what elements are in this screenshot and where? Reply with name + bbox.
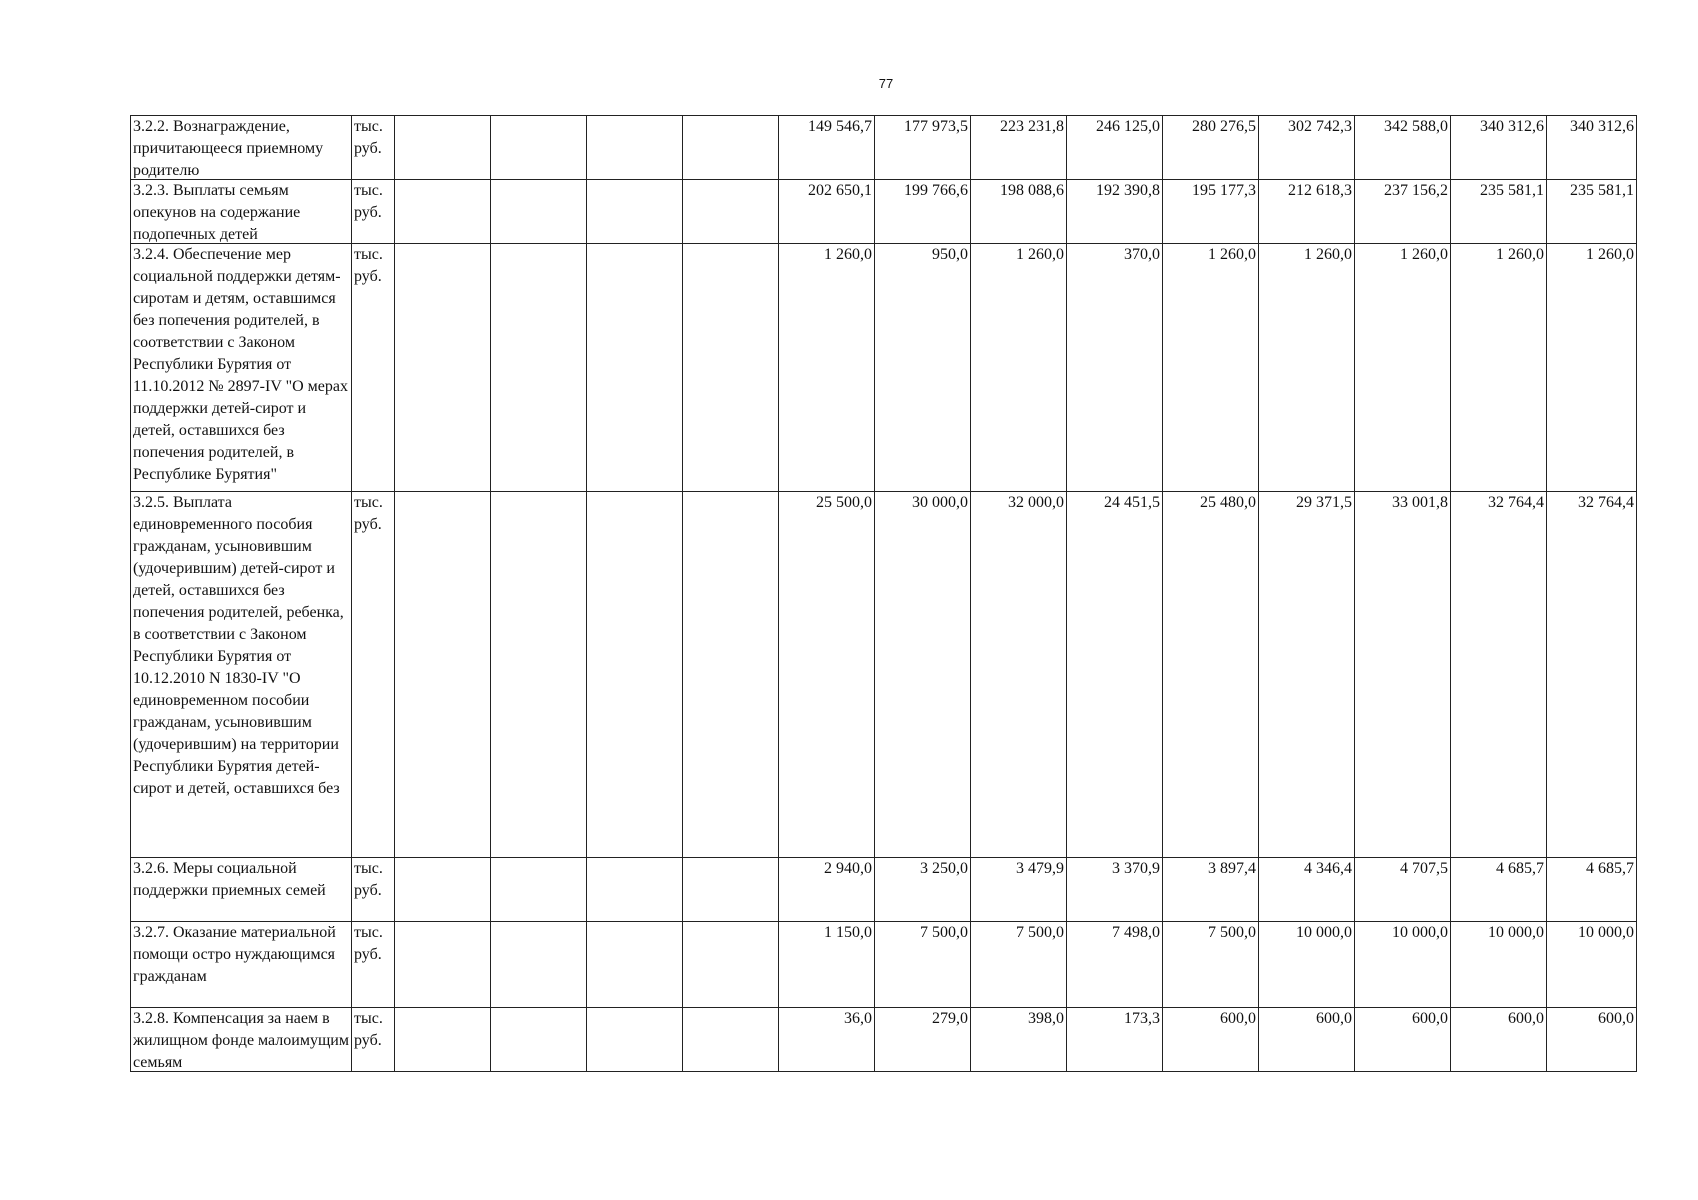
empty-cell [683, 244, 779, 492]
row-name-cell [131, 492, 352, 858]
value-cell: 4 685,7 [1451, 858, 1547, 922]
empty-cell [395, 116, 491, 180]
value-cell: 342 588,0 [1355, 116, 1451, 180]
value-cell: 36,0 [779, 1008, 875, 1072]
value-cell: 25 480,0 [1163, 492, 1259, 858]
row-name: 3.2.2. Вознаграждение, причитающееся приемному родителю [133, 118, 324, 178]
row-unit: тыс. руб. [352, 116, 395, 180]
table-row [131, 116, 1637, 180]
value-cell: 4 707,5 [1355, 858, 1451, 922]
value-cell: 25 500,0 [779, 492, 875, 858]
row-name: 3.2.5. Выплата единовременного пособия гражданам, усыновившим (удочерившим) детей-сирот и детей, оставшихся без попечения родителей, ребенка, в соответствии с Законом Республики Бурятия от 10.12.2010 N 1830-IV "О единовременном пособии гражданам, усыновившим (удочерившим) на территории Республики Бурятия детей-сирот и детей, оставшихся без [133, 494, 344, 797]
empty-cell [395, 244, 491, 492]
row-name: 3.2.4. Обеспечение мер социальной поддержки детям-сиротам и детям, оставшимся без попечения родителей, в соответствии с Законом Республики Бурятия от 11.10.2012 № 2897-IV "О мерах поддержки детей-сирот и детей, оставшихся без попечения родителей, в Республике Бурятия" [133, 246, 349, 483]
value-cell: 32 764,4 [1547, 492, 1637, 858]
row-name: 3.2.6. Меры социальной поддержки приемных семей [133, 860, 326, 899]
empty-cell [587, 858, 683, 922]
empty-cell [683, 922, 779, 1008]
value-cell: 10 000,0 [1451, 922, 1547, 1008]
value-cell: 600,0 [1547, 1008, 1637, 1072]
row-name-cell [131, 1008, 352, 1072]
row-name-cell [131, 922, 352, 1008]
empty-cell [395, 1008, 491, 1072]
empty-cell [491, 180, 587, 244]
empty-cell [587, 1008, 683, 1072]
value-cell: 202 650,1 [779, 180, 875, 244]
value-cell: 192 390,8 [1067, 180, 1163, 244]
empty-cell [683, 1008, 779, 1072]
empty-cell [587, 244, 683, 492]
value-cell: 1 260,0 [1163, 244, 1259, 492]
value-cell: 10 000,0 [1355, 922, 1451, 1008]
value-cell: 600,0 [1259, 1008, 1355, 1072]
value-cell: 1 260,0 [971, 244, 1067, 492]
value-cell: 32 000,0 [971, 492, 1067, 858]
value-cell: 340 312,6 [1451, 116, 1547, 180]
value-cell: 4 346,4 [1259, 858, 1355, 922]
row-name-cell [131, 244, 352, 492]
value-cell: 370,0 [1067, 244, 1163, 492]
row-unit: тыс. руб. [352, 180, 395, 244]
value-cell: 7 500,0 [875, 922, 971, 1008]
row-name: 3.2.3. Выплаты семьям опекунов на содержание подопечных детей [133, 182, 301, 242]
empty-cell [683, 492, 779, 858]
value-cell: 3 370,9 [1067, 858, 1163, 922]
row-unit: тыс. руб. [352, 922, 395, 1008]
value-cell: 398,0 [971, 1008, 1067, 1072]
table-row [131, 858, 1637, 922]
empty-cell [491, 492, 587, 858]
row-name-cell [131, 858, 352, 922]
value-cell: 3 479,9 [971, 858, 1067, 922]
table-row [131, 180, 1637, 244]
empty-cell [491, 116, 587, 180]
value-cell: 198 088,6 [971, 180, 1067, 244]
table-row [131, 492, 1637, 858]
empty-cell [491, 244, 587, 492]
value-cell: 2 940,0 [779, 858, 875, 922]
value-cell: 237 156,2 [1355, 180, 1451, 244]
value-cell: 1 260,0 [1355, 244, 1451, 492]
value-cell: 195 177,3 [1163, 180, 1259, 244]
empty-cell [587, 922, 683, 1008]
value-cell: 600,0 [1451, 1008, 1547, 1072]
value-cell: 235 581,1 [1547, 180, 1637, 244]
value-cell: 340 312,6 [1547, 116, 1637, 180]
empty-cell [491, 922, 587, 1008]
value-cell: 177 973,5 [875, 116, 971, 180]
value-cell: 7 500,0 [1163, 922, 1259, 1008]
value-cell: 30 000,0 [875, 492, 971, 858]
value-cell: 302 742,3 [1259, 116, 1355, 180]
table-row [131, 244, 1637, 492]
empty-cell [491, 858, 587, 922]
value-cell: 24 451,5 [1067, 492, 1163, 858]
empty-cell [683, 116, 779, 180]
empty-cell [395, 858, 491, 922]
value-cell: 10 000,0 [1259, 922, 1355, 1008]
value-cell: 4 685,7 [1547, 858, 1637, 922]
row-unit: тыс. руб. [352, 244, 395, 492]
value-cell: 223 231,8 [971, 116, 1067, 180]
empty-cell [587, 180, 683, 244]
empty-cell [683, 858, 779, 922]
value-cell: 3 250,0 [875, 858, 971, 922]
row-name: 3.2.7. Оказание материальной помощи остро нуждающимся гражданам [133, 924, 336, 985]
empty-cell [491, 1008, 587, 1072]
value-cell: 600,0 [1355, 1008, 1451, 1072]
empty-cell [395, 492, 491, 858]
value-cell: 29 371,5 [1259, 492, 1355, 858]
value-cell: 1 260,0 [1451, 244, 1547, 492]
value-cell: 199 766,6 [875, 180, 971, 244]
page-number: 77 [878, 76, 894, 91]
value-cell: 3 897,4 [1163, 858, 1259, 922]
row-name-cell [131, 116, 352, 180]
value-cell: 235 581,1 [1451, 180, 1547, 244]
value-cell: 173,3 [1067, 1008, 1163, 1072]
value-cell: 32 764,4 [1451, 492, 1547, 858]
data-table [130, 115, 1637, 1072]
row-unit: тыс. руб. [352, 1008, 395, 1072]
value-cell: 10 000,0 [1547, 922, 1637, 1008]
value-cell: 1 260,0 [779, 244, 875, 492]
row-name-cell [131, 180, 352, 244]
value-cell: 950,0 [875, 244, 971, 492]
value-cell: 7 498,0 [1067, 922, 1163, 1008]
empty-cell [587, 116, 683, 180]
row-name: 3.2.8. Компенсация за наем в жилищном фонде малоимущим семьям [133, 1010, 349, 1070]
row-unit: тыс. руб. [352, 492, 395, 858]
value-cell: 33 001,8 [1355, 492, 1451, 858]
table-row [131, 1008, 1637, 1072]
value-cell: 1 260,0 [1259, 244, 1355, 492]
value-cell: 7 500,0 [971, 922, 1067, 1008]
empty-cell [395, 180, 491, 244]
table-row [131, 922, 1637, 1008]
value-cell: 600,0 [1163, 1008, 1259, 1072]
empty-cell [683, 180, 779, 244]
empty-cell [587, 492, 683, 858]
value-cell: 149 546,7 [779, 116, 875, 180]
value-cell: 1 150,0 [779, 922, 875, 1008]
value-cell: 212 618,3 [1259, 180, 1355, 244]
value-cell: 279,0 [875, 1008, 971, 1072]
empty-cell [395, 922, 491, 1008]
value-cell: 280 276,5 [1163, 116, 1259, 180]
row-unit: тыс. руб. [352, 858, 395, 922]
value-cell: 246 125,0 [1067, 116, 1163, 180]
value-cell: 1 260,0 [1547, 244, 1637, 492]
